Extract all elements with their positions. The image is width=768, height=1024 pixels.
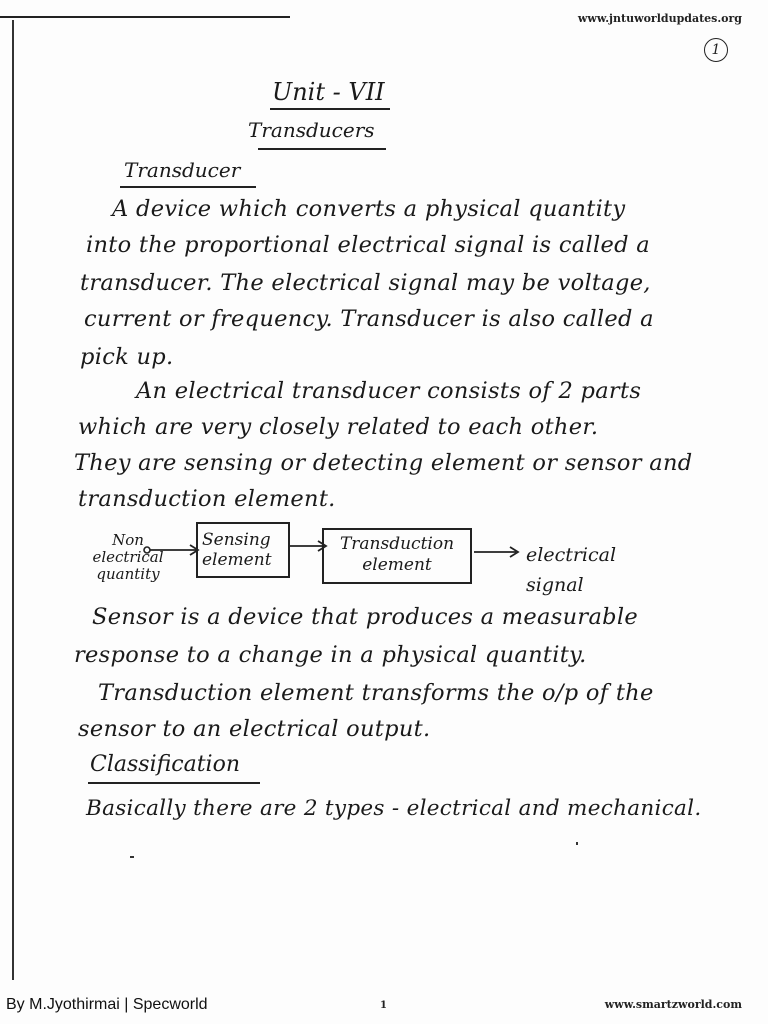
subtitle-underline (258, 148, 386, 150)
heading-classification-underline (88, 782, 260, 784)
diagram-output: electrical signal (526, 544, 617, 596)
subtitle: Transducers (248, 118, 375, 142)
header-site: www.jntuworldupdates.org (577, 12, 742, 25)
para2-line2: which are very closely related to each other. (78, 414, 599, 440)
margin-rule (12, 20, 14, 980)
para1-line4: current or frequency. Transducer is also called a (84, 306, 654, 332)
transduction-element-label: Transduction element (339, 534, 455, 575)
heading-transducer-underline (120, 186, 256, 188)
footer-author: By M.Jyothirmai | Specworld (6, 996, 208, 1013)
ink-mark (130, 856, 134, 858)
para5: Basically there are 2 types - electrical and mechanical. (86, 796, 702, 821)
para3-line2: response to a change in a physical quantity. (74, 642, 587, 668)
footer-page: 1 (380, 1000, 387, 1011)
para4-line1: Transduction element transforms the o/p of the (98, 680, 654, 706)
para2-line4: transduction element. (78, 486, 336, 512)
para1-line3: transducer. The electrical signal may be voltage, (80, 270, 651, 296)
para3-line1: Sensor is a device that produces a measurable (92, 604, 638, 630)
top-rule (0, 16, 290, 18)
page-number-circle (704, 38, 728, 62)
unit-title-underline (270, 108, 390, 110)
heading-classification: Classification (90, 752, 241, 777)
para1-line1: A device which converts a physical quantity (112, 196, 626, 222)
input-node (144, 547, 150, 553)
sensing-element-label: Sensing element (202, 530, 272, 570)
ink-mark (576, 842, 578, 845)
para1-line5: pick up. (80, 344, 174, 370)
para2-line1: An electrical transducer consists of 2 parts (136, 378, 642, 404)
para1-line2: into the proportional electrical signal is called a (86, 232, 650, 258)
para2-line3: They are sensing or detecting element or sensor and (74, 450, 693, 476)
footer-site: www.smartzworld.com (604, 998, 742, 1011)
page-number: 1 (711, 42, 721, 58)
unit-title: Unit - VII (272, 78, 385, 106)
sensing-element-box (196, 522, 290, 578)
transduction-element-box (322, 528, 472, 584)
diagram-input: Non electrical quantity (92, 531, 164, 583)
para4-line2: sensor to an electrical output. (78, 716, 431, 742)
heading-transducer: Transducer (124, 158, 241, 182)
